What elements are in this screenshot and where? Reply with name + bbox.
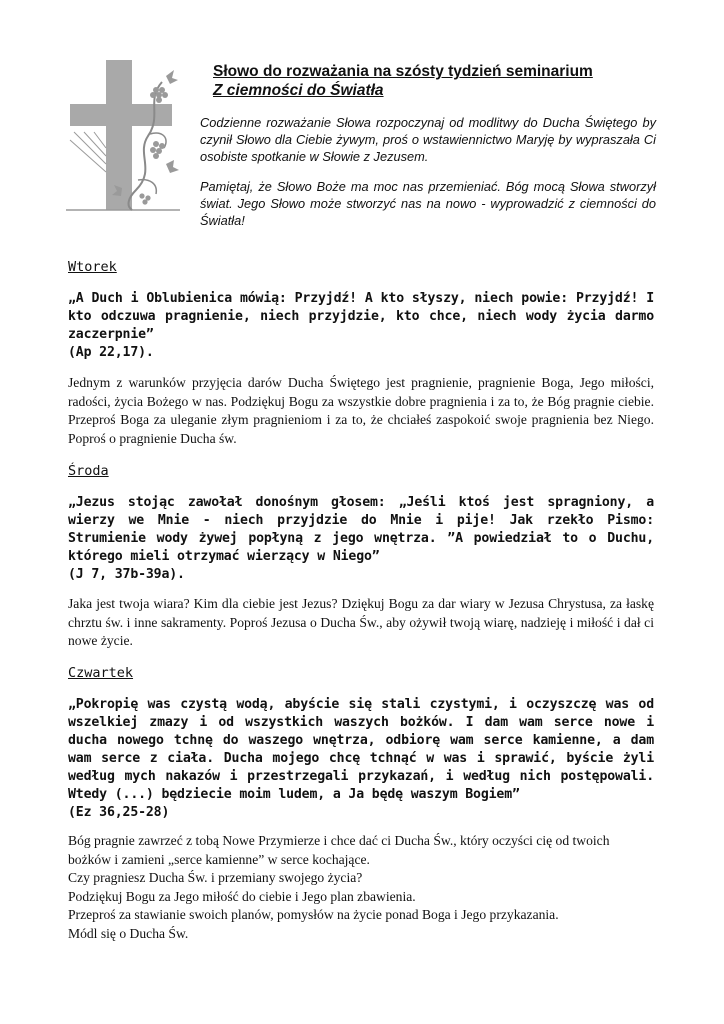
quote-reference: (Ez 36,25-28) <box>68 805 170 820</box>
quote-reference: (Ap 22,17). <box>68 345 154 360</box>
day-heading-thursday: Czwartek <box>68 665 134 681</box>
page-subtitle: Z ciemności do Światła <box>213 82 384 99</box>
day-heading-tuesday: Wtorek <box>68 259 117 275</box>
scripture-quote-thursday <box>68 696 654 822</box>
intro-paragraph-1: Codzienne rozważanie Słowa rozpoczynaj od modlitwy do Ducha Świętego by czynił Słowo dla Ciebie żywym, proś o wstawiennictwo Maryję by wypraszała Ci osobiste spotkanie w Słowie z Jezusem. <box>200 115 656 164</box>
header <box>213 62 663 100</box>
intro-paragraph-2: Pamiętaj, że Słowo Boże ma moc nas przemieniać. Bóg mocą Słowa stworzył świat. Jego Słowo może stworzyć nas na nowo - wyprowadzić z ciemności do Światła! <box>200 179 656 228</box>
reflection-line: Przeproś za stawianie swoich planów, pomysłów na życie ponad Boga i Jego przykazania. <box>68 907 559 922</box>
cross-with-vine-icon <box>66 60 180 212</box>
reflection-line: Czy pragniesz Ducha Św. i przemiany swojego życia? <box>68 870 363 885</box>
reflection-text-thursday <box>68 832 668 943</box>
reflection-line: Módl się o Ducha Św. <box>68 925 189 941</box>
reflection-line: Bóg pragnie zawrzeć z tobą Nowe Przymierze i chce dać ci Ducha Św., który oczyści cię od twoich <box>68 833 610 848</box>
page-title: Słowo do rozważania na szósty tydzień seminarium <box>213 63 593 80</box>
reflection-line: bożków i zamieni „serce kamienne” w serce kochające. <box>68 851 370 867</box>
reflection-text-wednesday: Jaka jest twoja wiara? Kim dla ciebie jest Jezus? Dziękuj Bogu za dar wiary w Jezusa Chrystusa, za łaskę chrztu św. i inne sakramenty. Poproś Jezusa o Ducha Św., aby ożywił twoją wiarę, nadzieję i miłość i dał ci nowe życie. <box>68 596 654 648</box>
quote-text: „Jezus stojąc zawołał donośnym głosem: „Jeśli ktoś jest spragniony, a wierzy we Mnie - niech przyjdzie do Mnie i pije! Jak rzekło Pismo: Strumienie wody żywej popłyną z jego wnętrza. ”A powiedział to o Duchu, którego mieli otrzymać wierzący w Niego” <box>68 495 654 564</box>
reflection-line: Podziękuj Bogu za Jego miłość do ciebie i Jego plan zbawienia. <box>68 888 416 904</box>
day-heading-wednesday: Środa <box>68 463 109 479</box>
quote-reference: (J 7, 37b-39a). <box>68 567 185 582</box>
quote-text: „A Duch i Oblubienica mówią: Przyjdź! A kto słyszy, niech powie: Przyjdź! I kto odczuwa pragnienie, niech przyjdzie, kto chce, niech wody życia darmo zaczerpnie” <box>68 291 654 342</box>
scripture-quote-tuesday <box>68 290 654 362</box>
reflection-text-tuesday: Jednym z warunków przyjęcia darów Ducha Świętego jest pragnienie, pragnienie Boga, Jego miłości, radości, życia Bożego w nas. Podziękuj Bogu za wszystkie dobre pragnienia i za to, że Bóg pragnie ciebie. Przeproś Boga za uleganie złym pragnieniom i za to, że chciałeś zaspokoić swoje pragnienia bez Niego. Poproś o pragnienie Ducha św. <box>68 375 654 446</box>
quote-text: „Pokropię was czystą wodą, abyście się stali czystymi, i oczyszczę was od wszelkiej zmazy i od wszystkich waszych bożków. I dam wam serce nowe i ducha nowego tchnę do waszego wnętrza, odbiorę wam serce kamienne, a dam wam serce z ciała. Ducha mojego chcę tchnąć w was i sprawić, byście żyli według mych nakazów i przestrzegali przykazań, i według nich postępowali. Wtedy (...) będziecie moim ludem, a Ja będę waszym Bogiem” <box>68 697 654 802</box>
scripture-quote-wednesday <box>68 494 654 584</box>
